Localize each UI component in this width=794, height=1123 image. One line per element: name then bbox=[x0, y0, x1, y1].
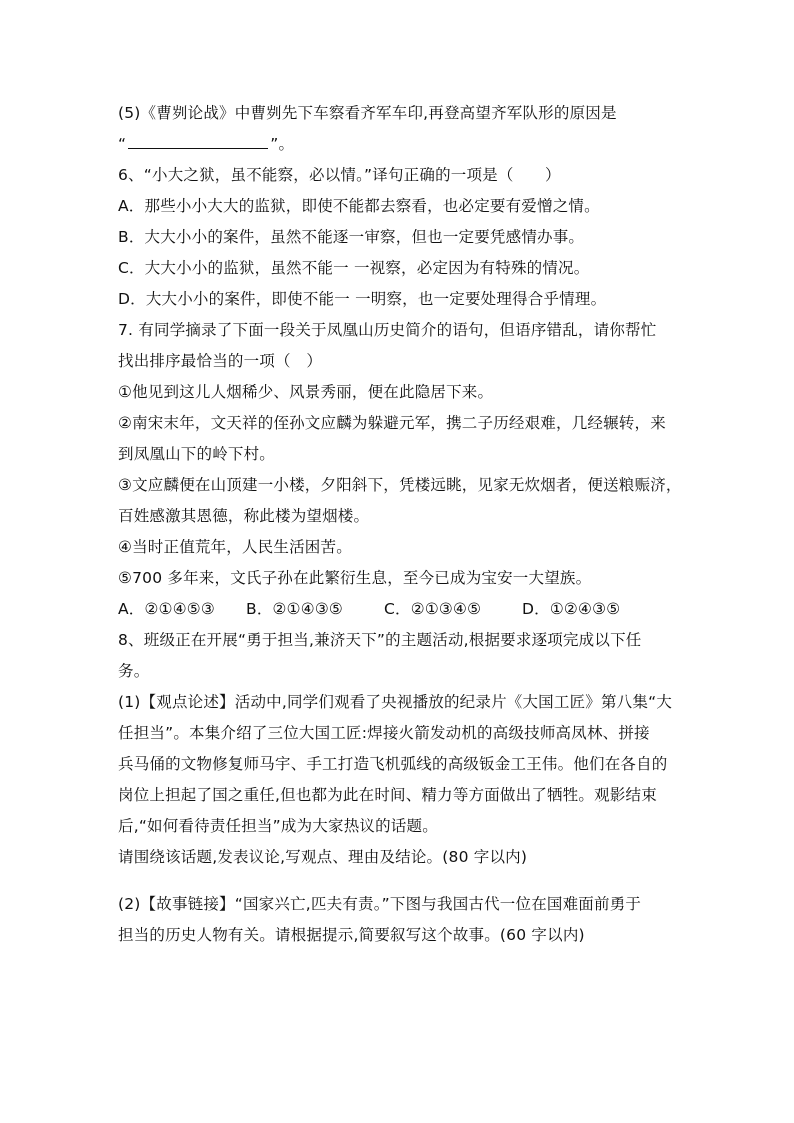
q7-sentence-5: ⑤700 多年来，文氏子孙在此繁衍生息，至今已成为宝安一大望族。 bbox=[118, 569, 592, 587]
q7-sentence-3b: 百姓感激其恩德，称此楼为望烟楼。 bbox=[118, 507, 370, 525]
q8-part1-line3: 兵马俑的文物修复师马宇、手工打造飞机弧线的高级钣金工王伟。他们在各自的 bbox=[118, 755, 668, 773]
q7-stem-line1: 7. 有同学摘录了下面一段关于凤凰山历史简介的语句，但语序错乱，请你帮忙 bbox=[118, 321, 657, 339]
q7-option-a: A．②①④⑤③ bbox=[118, 600, 215, 618]
q8-part1-line4: 岗位上担起了国之重任,但也都为此在时间、精力等方面做出了牺牲。观影结束 bbox=[118, 786, 657, 804]
q8-part2-line1: (2)【故事链接】“国家兴亡,匹夫有责。”下图与我国古代一位在国难面前勇于 bbox=[118, 895, 642, 913]
q6-option-a: A．那些小小大大的监狱，即使不能都去察看，也必定要有爱憎之情。 bbox=[118, 197, 600, 215]
q7-option-c: C．②①③④⑤ bbox=[384, 600, 482, 618]
q8-part1-line2: 任担当”。本集介绍了三位大国工匠:焊接火箭发动机的高级技师高凤林、拼接 bbox=[118, 724, 650, 742]
q5-line1: (5)《曹刿论战》中曹刿先下车察看齐军车印,再登高望齐军队形的原因是 bbox=[118, 104, 617, 122]
q6-option-c: C．大大小小的监狱，虽然不能一 一视察，必定因为有特殊的情况。 bbox=[118, 259, 590, 277]
q7-option-b: B．②①④③⑤ bbox=[246, 600, 344, 618]
q8-stem-line2: 务。 bbox=[118, 662, 150, 680]
answer-blank[interactable] bbox=[128, 134, 268, 149]
q6-option-d: D．大大小小的案件，即使不能一 一明察，也一定要处理得合乎情理。 bbox=[118, 290, 607, 308]
answer-space bbox=[118, 873, 678, 889]
q6-option-b: B．大大小小的案件，虽然不能逐一审察，但也一定要凭感情办事。 bbox=[118, 228, 585, 246]
q7-sentence-2a: ②南宋末年，文天祥的侄孙文应麟为躲避元军，携二子历经艰难，几经辗转，来 bbox=[118, 414, 666, 432]
q8-part1-line1: (1)【观点论述】活动中,同学们观看了央视播放的纪录片《大国工匠》第八集“大 bbox=[118, 693, 673, 711]
q7-stem-line2: 找出排序最恰当的一项（ ） bbox=[118, 352, 323, 370]
q7-sentence-2b: 到凤凰山下的岭下村。 bbox=[118, 445, 276, 463]
close-quote: ”。 bbox=[270, 135, 295, 153]
q8-part1-line5: 后,“如何看待责任担当”成为大家热议的话题。 bbox=[118, 817, 438, 835]
q7-sentence-3a: ③文应麟便在山顶建一小楼，夕阳斜下，凭楼远眺，见家无炊烟者，便送粮赈济， bbox=[118, 476, 682, 494]
q8-part1-instruction: 请围绕该话题,发表议论,写观点、理由及结论。(80 字以内) bbox=[118, 848, 528, 866]
q7-sentence-4: ④当时正值荒年，人民生活困苦。 bbox=[118, 538, 352, 556]
q7-sentence-1: ①他见到这儿人烟稀少、风景秀丽，便在此隐居下来。 bbox=[118, 383, 494, 401]
q7-option-d: D．①②④③⑤ bbox=[522, 600, 621, 618]
q8-stem-line1: 8、班级正在开展“勇于担当,兼济天下”的主题活动,根据要求逐项完成以下任 bbox=[118, 631, 642, 649]
q5-answer-line bbox=[118, 129, 678, 160]
document-page bbox=[118, 98, 682, 951]
q7-options bbox=[118, 594, 678, 625]
q8-part2-line2: 担当的历史人物有关。请根据提示,简要叙写这个故事。(60 字以内) bbox=[118, 926, 585, 944]
open-quote: “ bbox=[118, 135, 127, 153]
q6-stem: 6、“小大之狱，虽不能察，必以情。”译句正确的一项是（ ） bbox=[118, 166, 561, 184]
